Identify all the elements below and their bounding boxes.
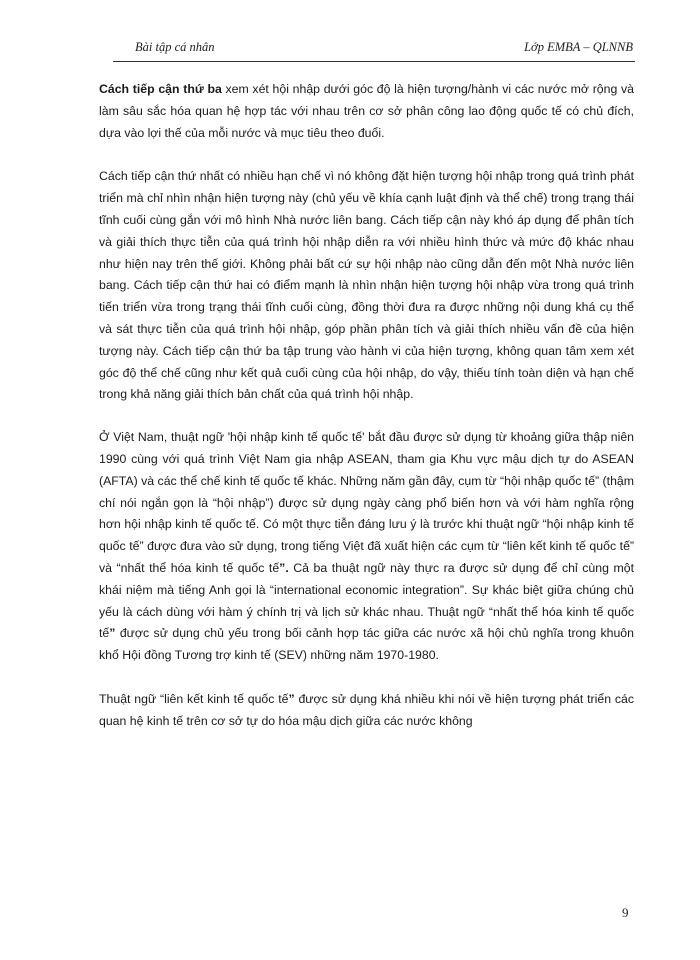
paragraph-3-text-e: được sử dụng chủ yếu trong bối cảnh hợp tác giữa các nước xã hội chủ nghĩa trong khuôn khổ Hội đồng Tương trợ kinh tế (SEV) những năm 1970-1980. <box>99 626 634 663</box>
paragraph-2: Cách tiếp cận thứ nhất có nhiều hạn chế vì nó không đặt hiện tượng hội nhập trong quá trình phát triển mà chỉ nhìn nhận hiện tượng này (chủ yếu về khía cạnh luật định và thể chế) trong trạng thái tĩnh cuối cùng gắn với mô hình Nhà nước liên bang. Cách tiếp cận này khó áp dụng để phân tích và giải thích thực tiễn của quá trình hội nhập diễn ra với nhiều hình thức và mức độ khác nhau như hiện nay trên thế giới. Không phải bất cứ sự hội nhập nào cũng dẫn đến một Nhà nước liên bang. Cách tiếp cận thứ hai có điểm mạnh là nhìn nhận hiện tượng hội nhập vừa trong quá trình tiến triển vừa trong trạng thái tĩnh cuối cùng, đồng thời đưa ra được những nội dung khá cụ thể và sát thực tiễn của quá trình hội nhập, góp phần phân tích và giải thích nhiều vấn đề của hiện tượng này. Cách tiếp cận thứ ba tập trung vào hành vi của hiện tượng, không quan tâm xem xét góc độ thể chế cũng như kết quả cuối cùng của hội nhập, do vậy, thiếu tính toàn diện và hạn chế trong khả năng giải thích bản chất của quá trình hội nhập. <box>99 169 634 402</box>
document-body <box>99 79 634 755</box>
page-number: 9 <box>622 905 629 920</box>
paragraph-4 <box>99 689 634 733</box>
paragraph-3 <box>99 427 634 667</box>
paragraph-3-quote-close: ”. <box>279 560 289 575</box>
paragraph-3-text-c: Cả ba thuật ngữ này thực ra được sử dụng để chỉ cùng một khái niệm mà tiếng Anh gọi là “international economic integration”. Sự khác biệt giữa chúng chủ yếu là cách dùng với hàm ý chính trị và lịch sử khác nhau. Thuật ngữ “nhất thể hóa kinh tế quốc tế <box>99 560 634 641</box>
header-rule <box>113 61 635 62</box>
paragraph-3-text-a: Ở Việt Nam, thuật ngữ 'hội nhập kinh tế quốc tế' bắt đầu được sử dụng từ khoảng giữa thập niên 1990 cùng với quá trình Việt Nam gia nhập ASEAN, tham gia Khu vực mậu dịch tự do ASEAN (AFTA) và các thể chế kinh tế quốc tế khác. Những năm gần đây, cụm từ “hội nhập quốc tế” (thậm chí nói ngắn gọn là “hội nhập”) được sử dụng ngày càng phổ biến hơn và với hàm nghĩa rộng hơn hội nhập kinh tế quốc tế. Có một thực tiễn đáng lưu ý là trước khi thuật ngữ “hội nhập kinh tế quốc tế” được đưa vào sử dụng, trong tiếng Việt đã xuất hiện các cụm từ “liên kết kinh tế quốc tế” và “nhất thể hóa kinh tế quốc tế <box>99 430 634 575</box>
paragraph-4-text-c: được sử dụng khá nhiều khi nói về hiện tượng phát triển các quan hệ kinh tế trên cơ sở tự do hóa mậu dịch giữa các nước không <box>99 691 634 728</box>
header-right-title: Lớp EMBA – QLNNB <box>524 40 633 54</box>
paragraph-1-lead: Cách tiếp cận thứ ba <box>99 82 222 96</box>
paragraph-1-text: xem xét hội nhập dưới góc độ là hiện tượng/hành vi các nước mở rộng và làm sâu sắc hóa quan hệ hợp tác với nhau trên cơ sở phân công lao động quốc tế có chủ đích, dựa vào lợi thế của mỗi nước và mục tiêu theo đuổi. <box>99 82 634 140</box>
page-header <box>113 40 633 58</box>
paragraph-4-text-a: Thuật ngữ “liên kết kinh tế quốc tế <box>99 691 289 706</box>
header-left-title: Bài tập cá nhân <box>135 40 215 54</box>
paragraph-1 <box>99 79 634 144</box>
paragraph-4-quote-close: ” <box>288 691 295 706</box>
paragraph-3-quote-close-2: ” <box>109 626 116 641</box>
